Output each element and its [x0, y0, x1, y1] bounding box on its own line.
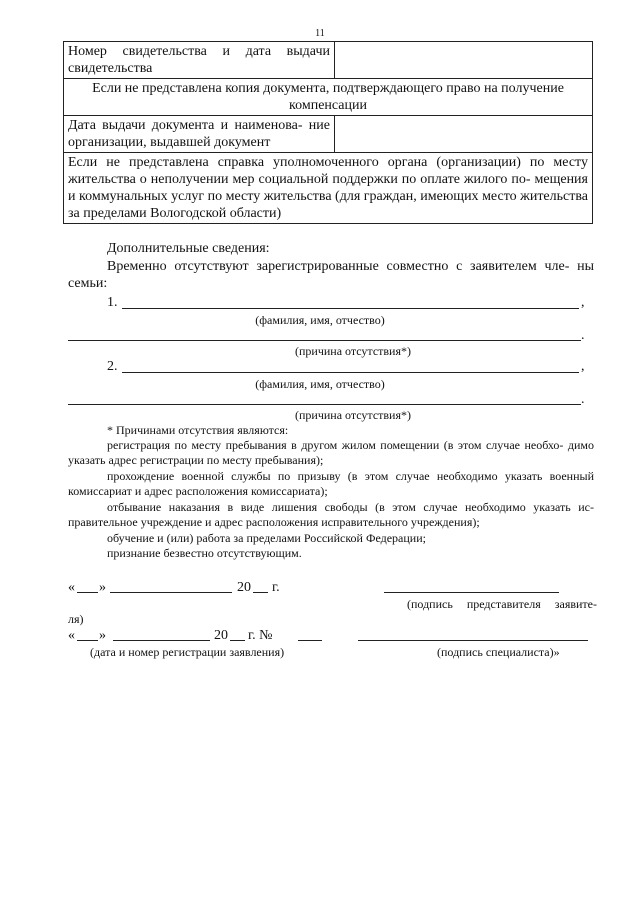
year-prefix: 20 [214, 628, 228, 643]
reason-item: признание безвестно отсутствующим. [107, 546, 302, 560]
page-number: 11 [315, 28, 325, 39]
reason-line[interactable] [68, 340, 581, 341]
table-row [64, 42, 593, 79]
reasons-heading: * Причинами отсутствия являются: [107, 423, 289, 437]
year-line[interactable] [253, 592, 268, 593]
table-cell-value[interactable] [335, 116, 593, 153]
registration-number-line[interactable] [298, 640, 322, 641]
name-caption: (фамилия, имя, отчество) [255, 377, 385, 391]
additional-heading: Дополнительные сведения: [107, 241, 270, 256]
name-caption: (фамилия, имя, отчество) [255, 313, 385, 327]
registration-number-label: г. № [248, 628, 273, 643]
date-open-quote: « [68, 628, 75, 643]
table-row [64, 153, 593, 224]
year-suffix: г. [272, 580, 280, 595]
reason-item: регистрация по месту пребывания в другом жилом помещении (в этом случае необхо- димо указать адрес регистрации по месту пребывания); [68, 438, 594, 467]
representative-signature-caption-cont: ля) [68, 612, 84, 626]
reason-item: отбывание наказания в виде лишения свободы (в этом случае необходимо указать ис- правительное учреждение и адрес расположения исправительного учреждения); [68, 500, 594, 529]
reason-item: прохождение военной службы по призыву (в этом случае необходимо указать военный комиссариат и адрес расположения комиссариата); [68, 469, 594, 498]
table-cell-label: Номер свидетельства и дата выдачи свидетельства [64, 42, 335, 79]
table-cell-value[interactable] [335, 42, 593, 79]
entry-number: 2. [107, 359, 118, 374]
reason-caption: (причина отсутствия*) [294, 408, 411, 422]
representative-signature-line[interactable] [384, 592, 559, 593]
line-period: . [581, 392, 585, 407]
table-row [64, 116, 593, 153]
line-comma: , [581, 359, 585, 374]
line-period: . [581, 328, 585, 343]
month-line[interactable] [113, 640, 210, 641]
additional-intro: Временно отсутствуют зарегистрированные совместно с заявителем чле- ны семьи: [68, 259, 594, 291]
day-line[interactable] [77, 592, 98, 593]
date-open-quote: « [68, 580, 75, 595]
entry-number: 1. [107, 295, 118, 310]
reason-line[interactable] [68, 404, 581, 405]
representative-signature-caption: (подпись представителя заявите- [407, 597, 597, 611]
table-cell-full: Если не представлена справка уполномоченного органа (организации) по месту жительства о неполучении мер социальной поддержки по оплате жилого по- мещения и коммунальных услуг по месту жительства (для граждан, имеющих место жительства за пределами Вологодской области) [64, 153, 593, 224]
year-prefix: 20 [237, 580, 251, 595]
year-line[interactable] [230, 640, 245, 641]
name-line[interactable] [122, 308, 579, 309]
name-line[interactable] [122, 372, 579, 373]
table-row [64, 79, 593, 116]
registration-caption: (дата и номер регистрации заявления) [90, 645, 285, 659]
reason-caption: (причина отсутствия*) [294, 344, 411, 358]
table-cell-label: Дата выдачи документа и наименова- ние организации, выдавшей документ [64, 116, 335, 153]
info-table [63, 41, 593, 224]
date-close-quote: » [99, 580, 106, 595]
reason-item: обучение и (или) работа за пределами Российской Федерации; [107, 531, 426, 545]
table-cell-full: Если не представлена копия документа, подтверждающего право на получение компенсации [64, 79, 593, 116]
line-comma: , [581, 295, 585, 310]
day-line[interactable] [77, 640, 98, 641]
specialist-signature-caption: (подпись специалиста)» [437, 645, 560, 659]
specialist-signature-line[interactable] [358, 640, 588, 641]
month-line[interactable] [110, 592, 232, 593]
date-close-quote: » [99, 628, 106, 643]
